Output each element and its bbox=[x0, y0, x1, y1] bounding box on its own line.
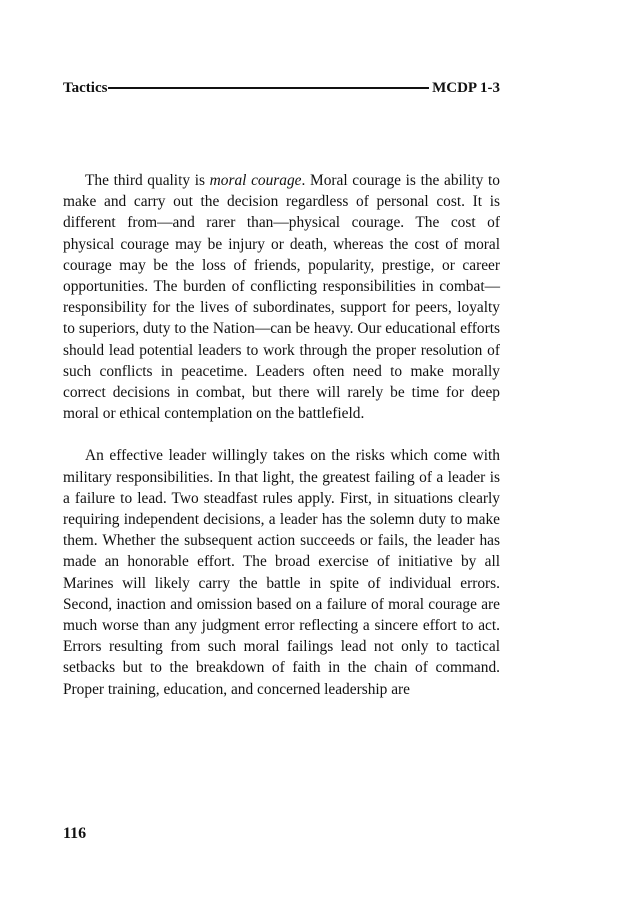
paragraph-moral-courage bbox=[63, 170, 500, 424]
header-rule bbox=[108, 87, 429, 89]
emphasis-moral-courage: moral courage bbox=[209, 172, 302, 189]
paragraph-effective-leader: An effective leader willingly takes on the risks which come with military responsibilities. In that light, the greatest failing of a leader is a failure to lead. Two steadfast rules apply. First, in situations clearly requiring independent decisions, a leader has the solemn duty to make them. Whether the subsequent action succeeds or fails, the leader has made an honorable effort. The broad exercise of initiative by all Marines will likely carry the battle in spite of individual errors. Second, inaction and omission based on a failure of moral courage are much worse than any judgment error reflecting a sincere effort to act. Errors resulting from such moral failings lead not only to tactical setbacks but to the breakdown of faith in the chain of command. Proper training, education, and concerned leadership are bbox=[63, 447, 500, 698]
page-number: 116 bbox=[63, 825, 87, 842]
paragraph-lead: The third quality is bbox=[85, 172, 210, 189]
paragraph-rest: . Moral courage is the ability to make and carry out the decision regardless of personal cost. It is different from—and rarer than—physical courage. The cost of physical courage may be injury or death, whereas the cost of moral courage may be the loss of friends, popularity, prestige, or career opportunities. The burden of conflicting responsibilities in combat—responsibility for the lives of subordinates, support for peers, loyalty to superiors, duty to the Nation—can be heavy. Our educational efforts should lead potential leaders to work through the proper resolution of such conflicts in peacetime. Leaders often need to make morally correct decisions in combat, but there will rarely be time for deep moral or ethical contemplation on the battlefield. bbox=[63, 172, 500, 423]
header-section-title: Tactics bbox=[63, 80, 108, 96]
running-header bbox=[63, 79, 500, 97]
body-text bbox=[63, 170, 500, 700]
header-publication-id: MCDP 1-3 bbox=[432, 80, 500, 96]
